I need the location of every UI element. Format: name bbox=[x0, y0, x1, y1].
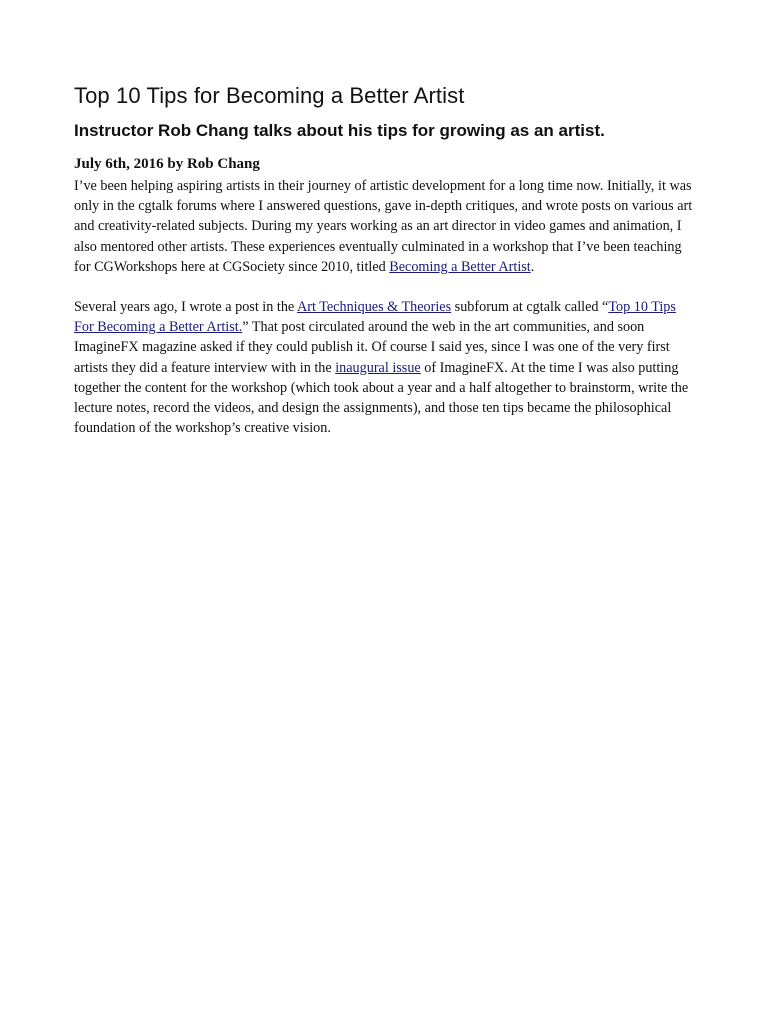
paragraph-history-text-4: of ImagineFX. At the time I was also putting together the content for the workshop (which took about a year and a half altogether to brainstorm, write the lecture notes, record the videos, and design the assignments), and those ten tips became the philosophical foundation of the workshop’s creative vision. bbox=[74, 359, 689, 437]
paragraph-history-text-2: subforum at cgtalk called “ bbox=[451, 299, 609, 316]
article-subtitle: Instructor Rob Chang talks about his tips for growing as an artist. bbox=[74, 121, 605, 140]
inaugural-issue-link[interactable]: inaugural issue bbox=[335, 359, 421, 376]
article-title: Top 10 Tips for Becoming a Better Artist bbox=[74, 83, 465, 108]
paragraph-intro-end: . bbox=[530, 258, 535, 275]
top-10-tips-post-link[interactable]: Top 10 Tips For Becoming a Better Artist. bbox=[74, 299, 676, 336]
article-byline: July 6th, 2016 by Rob Chang bbox=[74, 156, 260, 172]
paragraph-history-text-3: ” That post circulated around the web in the art communities, and soon ImagineFX magazine asked if they could publish it. Of course I said yes, since I was one of the very first artists they did a feature interview with in the bbox=[74, 319, 670, 376]
paragraph-intro bbox=[74, 176, 698, 277]
paragraph-history bbox=[74, 297, 698, 438]
art-techniques-theories-link[interactable]: Art Techniques & Theories bbox=[297, 299, 452, 316]
paragraph-intro-text: I’ve been helping aspiring artists in their journey of artistic development for a long time now. Initially, it was only in the cgtalk forums where I answered questions, gave in-depth critiques, and wrote posts on various art and creativity-related subjects. During my years working as an art director in video games and animation, I also mentored other artists. These experiences eventually culminated in a workshop that I’ve been teaching for CGWorkshops here at CGSociety since 2010, titled bbox=[74, 178, 693, 275]
becoming-better-artist-link[interactable]: Becoming a Better Artist bbox=[389, 258, 531, 275]
paragraph-history-text-1: Several years ago, I wrote a post in the bbox=[74, 299, 297, 316]
